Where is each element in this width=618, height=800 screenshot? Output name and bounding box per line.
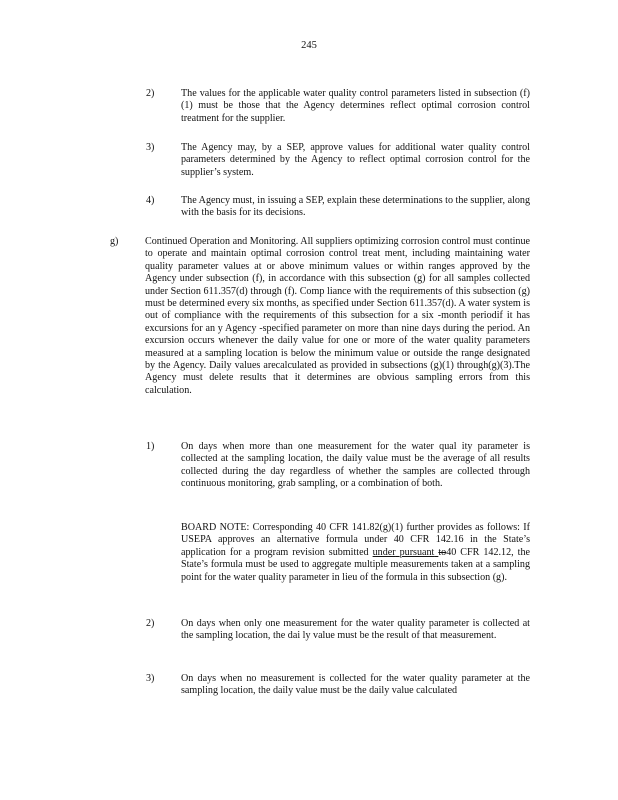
item-text: On days when no measurement is collected for the water quality parameter at the sampling location, the daily value must be the daily value calculated bbox=[181, 673, 530, 697]
board-note-part1: BOARD NOTE: Corresponding 40 CFR 141.82(g)(1) further provides as follows: If USEPA approves an alternative formula under 40 CFR 142.16 in the State’s application for a program revision submitted bbox=[181, 522, 530, 558]
item-marker: 3) bbox=[146, 142, 155, 153]
deleted-text: to bbox=[438, 546, 447, 558]
board-note-text bbox=[181, 522, 530, 584]
board-note-part2: 40 CFR 142.12, the State’s formula must be used to aggregate multiple measurements taken at a sampling point for the water quality parameter in lieu of the formula in this subsection (g). bbox=[181, 546, 530, 583]
item-text: The values for the applicable water quality control parameters listed in subsection (f)(1) must be those that the Agency determines reflect optimal corrosion control treatment for the supplier. bbox=[181, 88, 530, 124]
item-marker: 3) bbox=[146, 673, 155, 684]
inserted-text: under bbox=[372, 546, 396, 558]
item-text: On days when more than one measurement for the water qual ity parameter is collected at the sampling location, the daily value must be the average of all results collected during the day regardless of whether the samples are collected through continuous monitoring, grab sampling, or a combination of both. bbox=[181, 441, 530, 490]
item-marker: 2) bbox=[146, 88, 155, 99]
section-text: Continued Operation and Monitoring. All suppliers optimizing corrosion control must continue to operate and maintain optimal corrosion control treat ment, including maintaining water quality parameter values at or above minimum values or within ranges approved by the Agency under subsection (f), in accordance with this subsection (g) for all samples collected under Section 611.357(d) through (f). Comp liance with the requirements of this subsection (g) must be determined every six months, as specified under Section 611.357(d). A water system is out of compliance with the requirements of this subsection for a six -month periodif it has excursions for an y Agency -specified parameter on more than nine days during the period. An excursion occurs whenever the daily value for one or more of the water quality parameters measured at a sampling location is below the minimum value or outside the range designated by the Agency. Daily values arecalculated as provided in subsections (g)(1) through(g)(3).The Agency must delete results that it determines are obvious sampling errors from this calculation. bbox=[145, 236, 530, 396]
item-text: The Agency may, by a SEP, approve values for additional water quality control parameters determined by the Agency to reflect optimal corrosion control for the supplier’s system. bbox=[181, 142, 530, 178]
item-marker: 1) bbox=[146, 441, 155, 452]
item-marker: 2) bbox=[146, 618, 155, 629]
page-number: 245 bbox=[301, 40, 317, 51]
item-text: The Agency must, in issuing a SEP, explain these determinations to the supplier, along with the basis for its decisions. bbox=[181, 195, 530, 219]
item-text: On days when only one measurement for the water quality parameter is collected at the sampling location, the dai ly value must be the result of that measurement. bbox=[181, 618, 530, 642]
inserted-text: pursuant bbox=[399, 546, 435, 558]
item-marker: 4) bbox=[146, 195, 155, 206]
section-marker: g) bbox=[110, 236, 119, 247]
